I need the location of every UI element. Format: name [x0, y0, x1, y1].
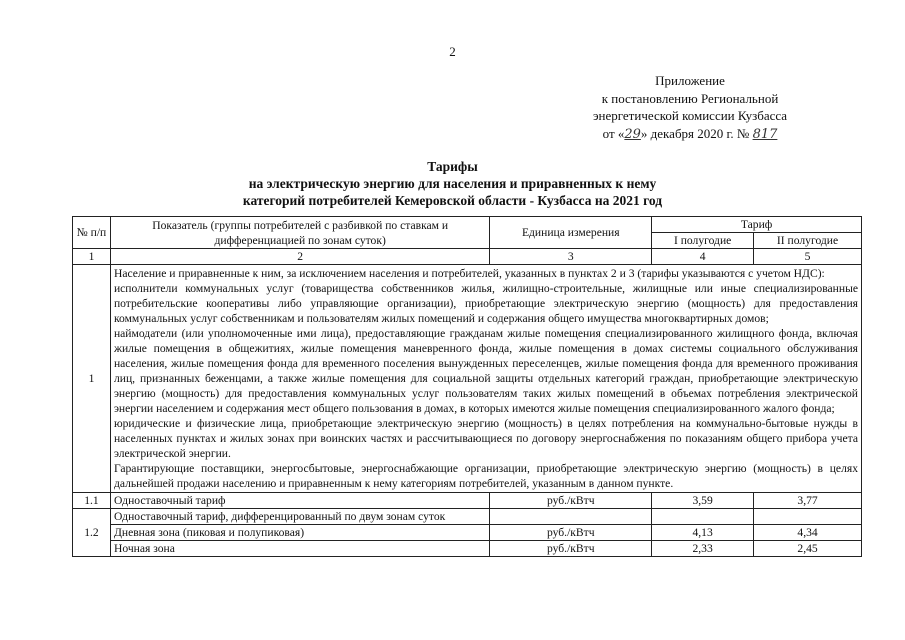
appendix-block	[540, 72, 840, 143]
row-num: 1.1	[73, 493, 111, 509]
row-num: 1.2	[73, 509, 111, 557]
description-paragraph: Население и приравненные к ним, за исключением населения и потребителей, указанных в пунктах 2 и 3 (тарифы указываются с учетом НДС):	[113, 267, 825, 280]
col-number: 3	[490, 249, 652, 265]
title-line2: на электрическую энергию для населения и приравненных к нему	[248, 176, 657, 191]
appendix-line2: к постановлению Региональной	[601, 90, 779, 106]
table-row	[73, 509, 862, 525]
col-number: 5	[754, 249, 862, 265]
description-paragraph: Гарантирующие поставщики, энергосбытовые, энергоснабжающие организации, приобретающие электрическую энергию (мощность) в целях дальнейшей продажи населению и приравненным к нему категориям потребителей, указанным в данном пункте.	[113, 462, 858, 490]
handwritten-day: 29	[624, 126, 641, 142]
handwritten-number: 817	[752, 126, 778, 142]
zone-name: Ночная зона	[110, 541, 489, 557]
header-row	[73, 217, 862, 233]
tariff-half2: 4,34	[754, 525, 862, 541]
col-number: 1	[73, 249, 111, 265]
header-num: № п/п	[73, 217, 111, 249]
page-number: 2	[449, 44, 456, 59]
table-row	[73, 525, 862, 541]
tariff-half1: 4,13	[652, 525, 754, 541]
tariff-unit: руб./кВтч	[490, 493, 652, 509]
column-number-row	[73, 249, 862, 265]
tariff-half1: 3,59	[652, 493, 754, 509]
tariff-unit: руб./кВтч	[490, 525, 652, 541]
header-half1: I полугодие	[652, 233, 754, 249]
col-number: 4	[652, 249, 754, 265]
consumer-description	[110, 265, 861, 493]
header-half2: II полугодие	[754, 233, 862, 249]
tariff-half2: 2,45	[754, 541, 862, 557]
tariff-half1: 2,33	[652, 541, 754, 557]
appendix-line3: энергетической комиссии Кузбасса	[592, 108, 788, 123]
col-number: 2	[110, 249, 489, 265]
appendix-line1: Приложение	[655, 73, 725, 88]
table-row	[73, 265, 862, 493]
date-middle: » декабря 2020 г. №	[640, 125, 750, 141]
header-unit: Единица измерения	[490, 217, 652, 249]
header-tariff: Тариф	[652, 217, 862, 233]
description-paragraph: исполнители коммунальных услуг (товарищества собственников жилья, жилищно-строительные, жилищные или иные специализированные потребительские кооперативы либо управляющие организации), приобретающие электрическую энергию (мощность) для предоставления коммунальных услуг собственникам и пользователям жилых помещений и содержания общего имущества многоквартирных домов;	[113, 282, 858, 325]
description-paragraph: наймодатели (или уполномоченные ими лица), предоставляющие гражданам жилые помещения специализированного жилищного фонда, включая жилые помещения в общежитиях, жилые помещения маневренного фонда, жилые помещения в домах системы социального обслуживания населения, жилые помещения фонда для временного поселения вынужденных переселенцев, жилые помещения фонда для временного проживания лиц, признанных беженцами, а также жилые помещения для социальной защиты отдельных категорий граждан, приобретающие электрическую энергию (мощность) для предоставления коммунальных услуг пользователям таких жилых помещений в объемах потребления электрической энергии населением и содержания мест общего пользования в домах, в которых имеются жилые помещения специализированного жалого фонда;	[113, 327, 858, 415]
title-line1: Тарифы	[427, 159, 478, 174]
date-prefix: от «	[602, 125, 625, 141]
table-row	[73, 541, 862, 557]
tariff-table	[72, 216, 862, 557]
appendix-date-line	[540, 125, 840, 144]
document-title	[0, 158, 905, 209]
zone-name: Дневная зона (пиковая и полупиковая)	[110, 525, 489, 541]
row-num: 1	[73, 265, 111, 493]
tariff-name: Одноставочный тариф, дифференцированный по двум зонам суток	[110, 509, 489, 525]
tariff-name: Одноставочный тариф	[110, 493, 489, 509]
tariff-unit: руб./кВтч	[490, 541, 652, 557]
title-line3: категорий потребителей Кемеровской области - Кузбасса на 2021 год	[242, 193, 663, 208]
table-row	[73, 493, 862, 509]
tariff-half2: 3,77	[754, 493, 862, 509]
description-paragraph: юридические и физические лица, приобретающие электрическую энергию (мощность) в целях потребления на коммунально-бытовые нужды в населенных пунктах и жилых зонах при воинских частях и рассчитывающиеся по договору энергоснабжения по показаниям общего прибора учета электрической энергии.	[113, 417, 858, 460]
header-indicator: Показатель (группы потребителей с разбивкой по ставкам и дифференциацией по зонам суток)	[110, 217, 489, 249]
